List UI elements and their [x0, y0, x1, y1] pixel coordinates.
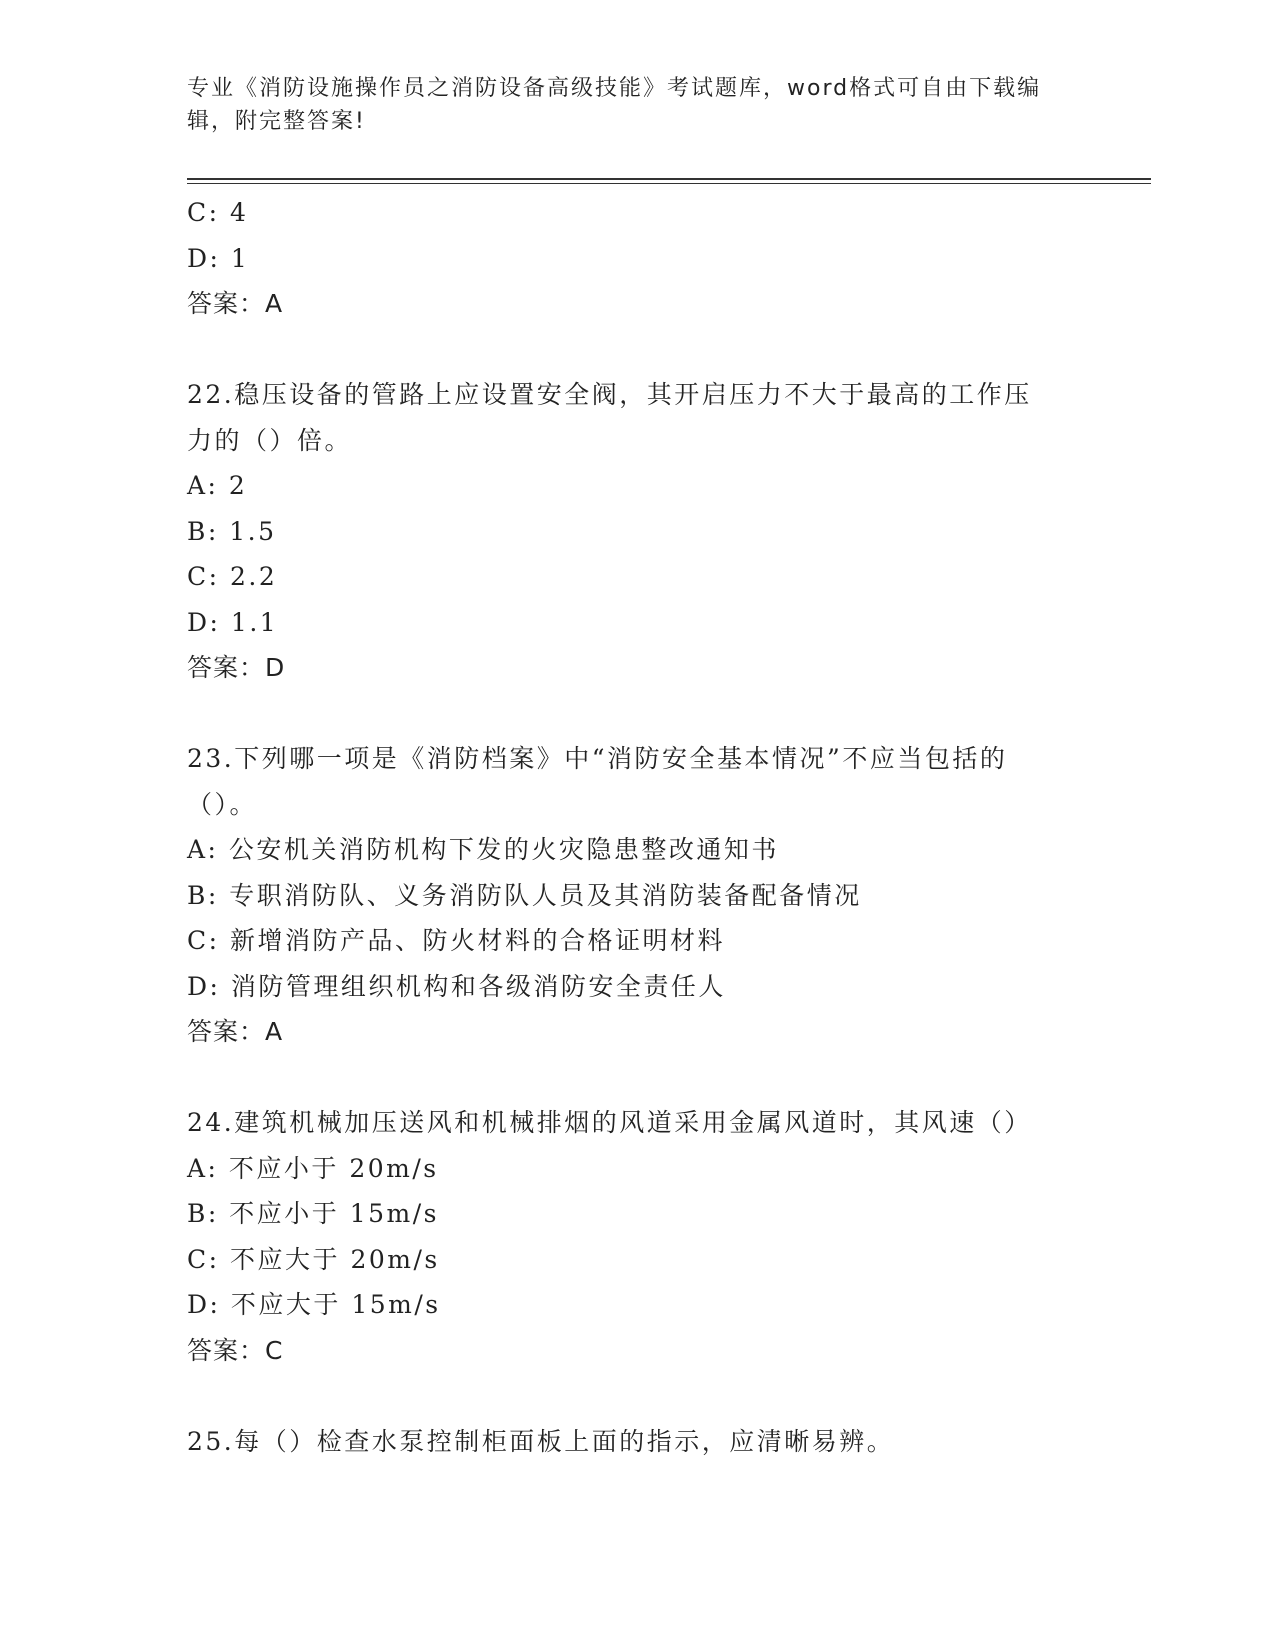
question-text-line-2: （）。	[187, 789, 258, 819]
option-c: C: 不应大于 20m/s	[187, 1244, 440, 1274]
option-b: B: 不应小于 15m/s	[187, 1199, 439, 1228]
question-21	[187, 190, 1087, 327]
question-text-line-1: 24.建筑机械加压送风和机械排烟的风道采用金属风道时，其风速（）	[187, 1108, 1032, 1137]
answer-label: 答案：C	[187, 1335, 284, 1365]
option-b: B: 1.5	[187, 516, 277, 546]
option-a: A: 2	[187, 471, 248, 500]
option-c: C: 4	[187, 198, 249, 227]
question-22	[187, 372, 1087, 691]
spacer	[187, 1373, 1087, 1419]
option-d: D: 1.1	[187, 607, 279, 637]
question-text-line-1: 22.稳压设备的管路上应设置安全阀，其开启压力不大于最高的工作压	[187, 380, 1032, 409]
question-23	[187, 736, 1087, 1055]
spacer	[187, 691, 1087, 737]
option-d: D: 消防管理组织机构和各级消防安全责任人	[187, 971, 726, 1001]
header-rule-thin	[187, 183, 1151, 184]
answer-label: 答案：A	[187, 289, 284, 318]
option-b: B: 专职消防队、义务消防队人员及其消防装备配备情况	[187, 880, 862, 910]
answer-label: 答案：D	[187, 653, 286, 682]
spacer	[187, 327, 1087, 373]
question-25	[187, 1419, 1087, 1465]
answer-label: 答案：A	[187, 1017, 284, 1046]
option-a: A: 不应小于 20m/s	[187, 1153, 439, 1183]
option-c: C: 新增消防产品、防火材料的合格证明材料	[187, 926, 725, 955]
option-d: D: 不应大于 15m/s	[187, 1290, 441, 1319]
option-a: A: 公安机关消防机构下发的火灾隐患整改通知书	[187, 835, 779, 864]
spacer	[187, 1055, 1087, 1101]
question-text-line-1: 23.下列哪一项是《消防档案》中“消防安全基本情况”不应当包括的	[187, 744, 1008, 773]
question-list	[187, 190, 1087, 1464]
option-c: C: 2.2	[187, 562, 278, 591]
question-text-line-2: 力的（）倍。	[187, 425, 353, 455]
header-rule-thick	[187, 178, 1151, 180]
document-header	[187, 72, 1077, 138]
header-line-1: 专业《消防设施操作员之消防设备高级技能》考试题库，word格式可自由下载编	[187, 76, 1042, 101]
header-line-2: 辑，附完整答案!	[187, 109, 366, 134]
option-d: D: 1	[187, 243, 250, 273]
question-text-line-1: 25.每（）检查水泵控制柜面板上面的指示，应清晰易辨。	[187, 1426, 895, 1456]
question-24	[187, 1100, 1087, 1373]
